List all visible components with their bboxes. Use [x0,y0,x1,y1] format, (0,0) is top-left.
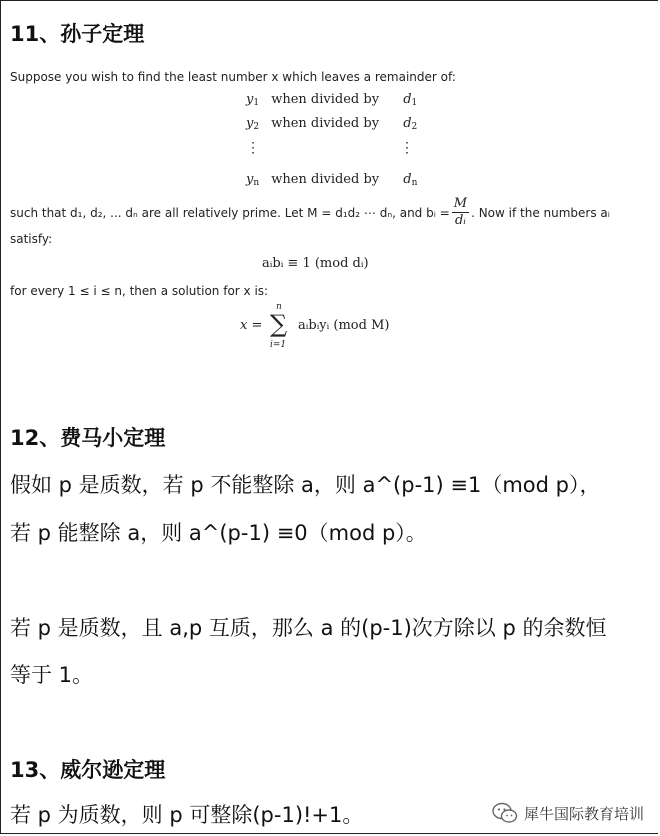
sec11-row-2: $y_2$ when divided by $d_2$ [246,116,418,132]
sec11-title: 11、孙子定理 [10,22,145,46]
sum-upper: n [276,302,282,312]
sum-symbol: ∑ [270,310,288,338]
solution-rhs: aᵢbᵢyᵢ (mod M) [298,318,390,333]
sec11-for-every: for every 1 ≤ i ≤ n, then a solution for x is: [10,284,269,298]
sum-lower: i=1 [270,340,287,350]
sec11-intro: Suppose you wish to find the least number x which leaves a remainder of: [10,70,456,84]
sec11-congruence: aᵢbᵢ ≡ 1 (mod dᵢ) [262,256,369,271]
solution-lhs: x = [240,318,263,333]
sec11-such-that: such that d₁, d₂, ... dₙ are all relatively prime. Let M = d₁d₂ ⋯ dₙ, and bᵢ = [10,205,450,220]
footer-brand-text: 犀牛国际教育培训 [523,804,644,823]
footer-brand [492,802,644,824]
sec12-line3: 若 p 是质数，且 a,p 互质，那么 a 的(p-1)次方除以 p 的余数恒 [10,616,607,640]
sec11-satisfy: satisfy: [10,232,53,246]
sec12-line1: 假如 p 是质数，若 p 不能整除 a，则 a^(p-1) ≡1（mod p）， [10,473,601,497]
sec11-vdots-left: ⋮ [246,140,260,156]
sec11-row-1: $y_1$ when divided by $d_1$ [246,92,418,108]
sec11-solution [240,304,430,354]
sec11-such-that-line [10,196,610,229]
sec11-row-n: $y_n$ when divided by $d_n$ [246,172,418,188]
sec13-line1: 若 p 为质数，则 p 可整除(p-1)!+1。 [10,803,364,827]
sec11-now-if: . Now if the numbers aᵢ [471,205,610,220]
sec11-vdots-right: ⋮ [400,140,414,156]
sec12-line4: 等于 1。 [10,663,94,687]
sec12-title: 12、费马小定理 [10,426,166,450]
sec12-line2: 若 p 能整除 a，则 a^(p-1) ≡0（mod p）。 [10,521,427,545]
sec13-title: 13、威尔逊定理 [10,758,166,782]
wechat-icon [492,802,518,824]
sec11-fraction: $\frac{M}{\text{dᵢ}}$ [453,196,468,228]
